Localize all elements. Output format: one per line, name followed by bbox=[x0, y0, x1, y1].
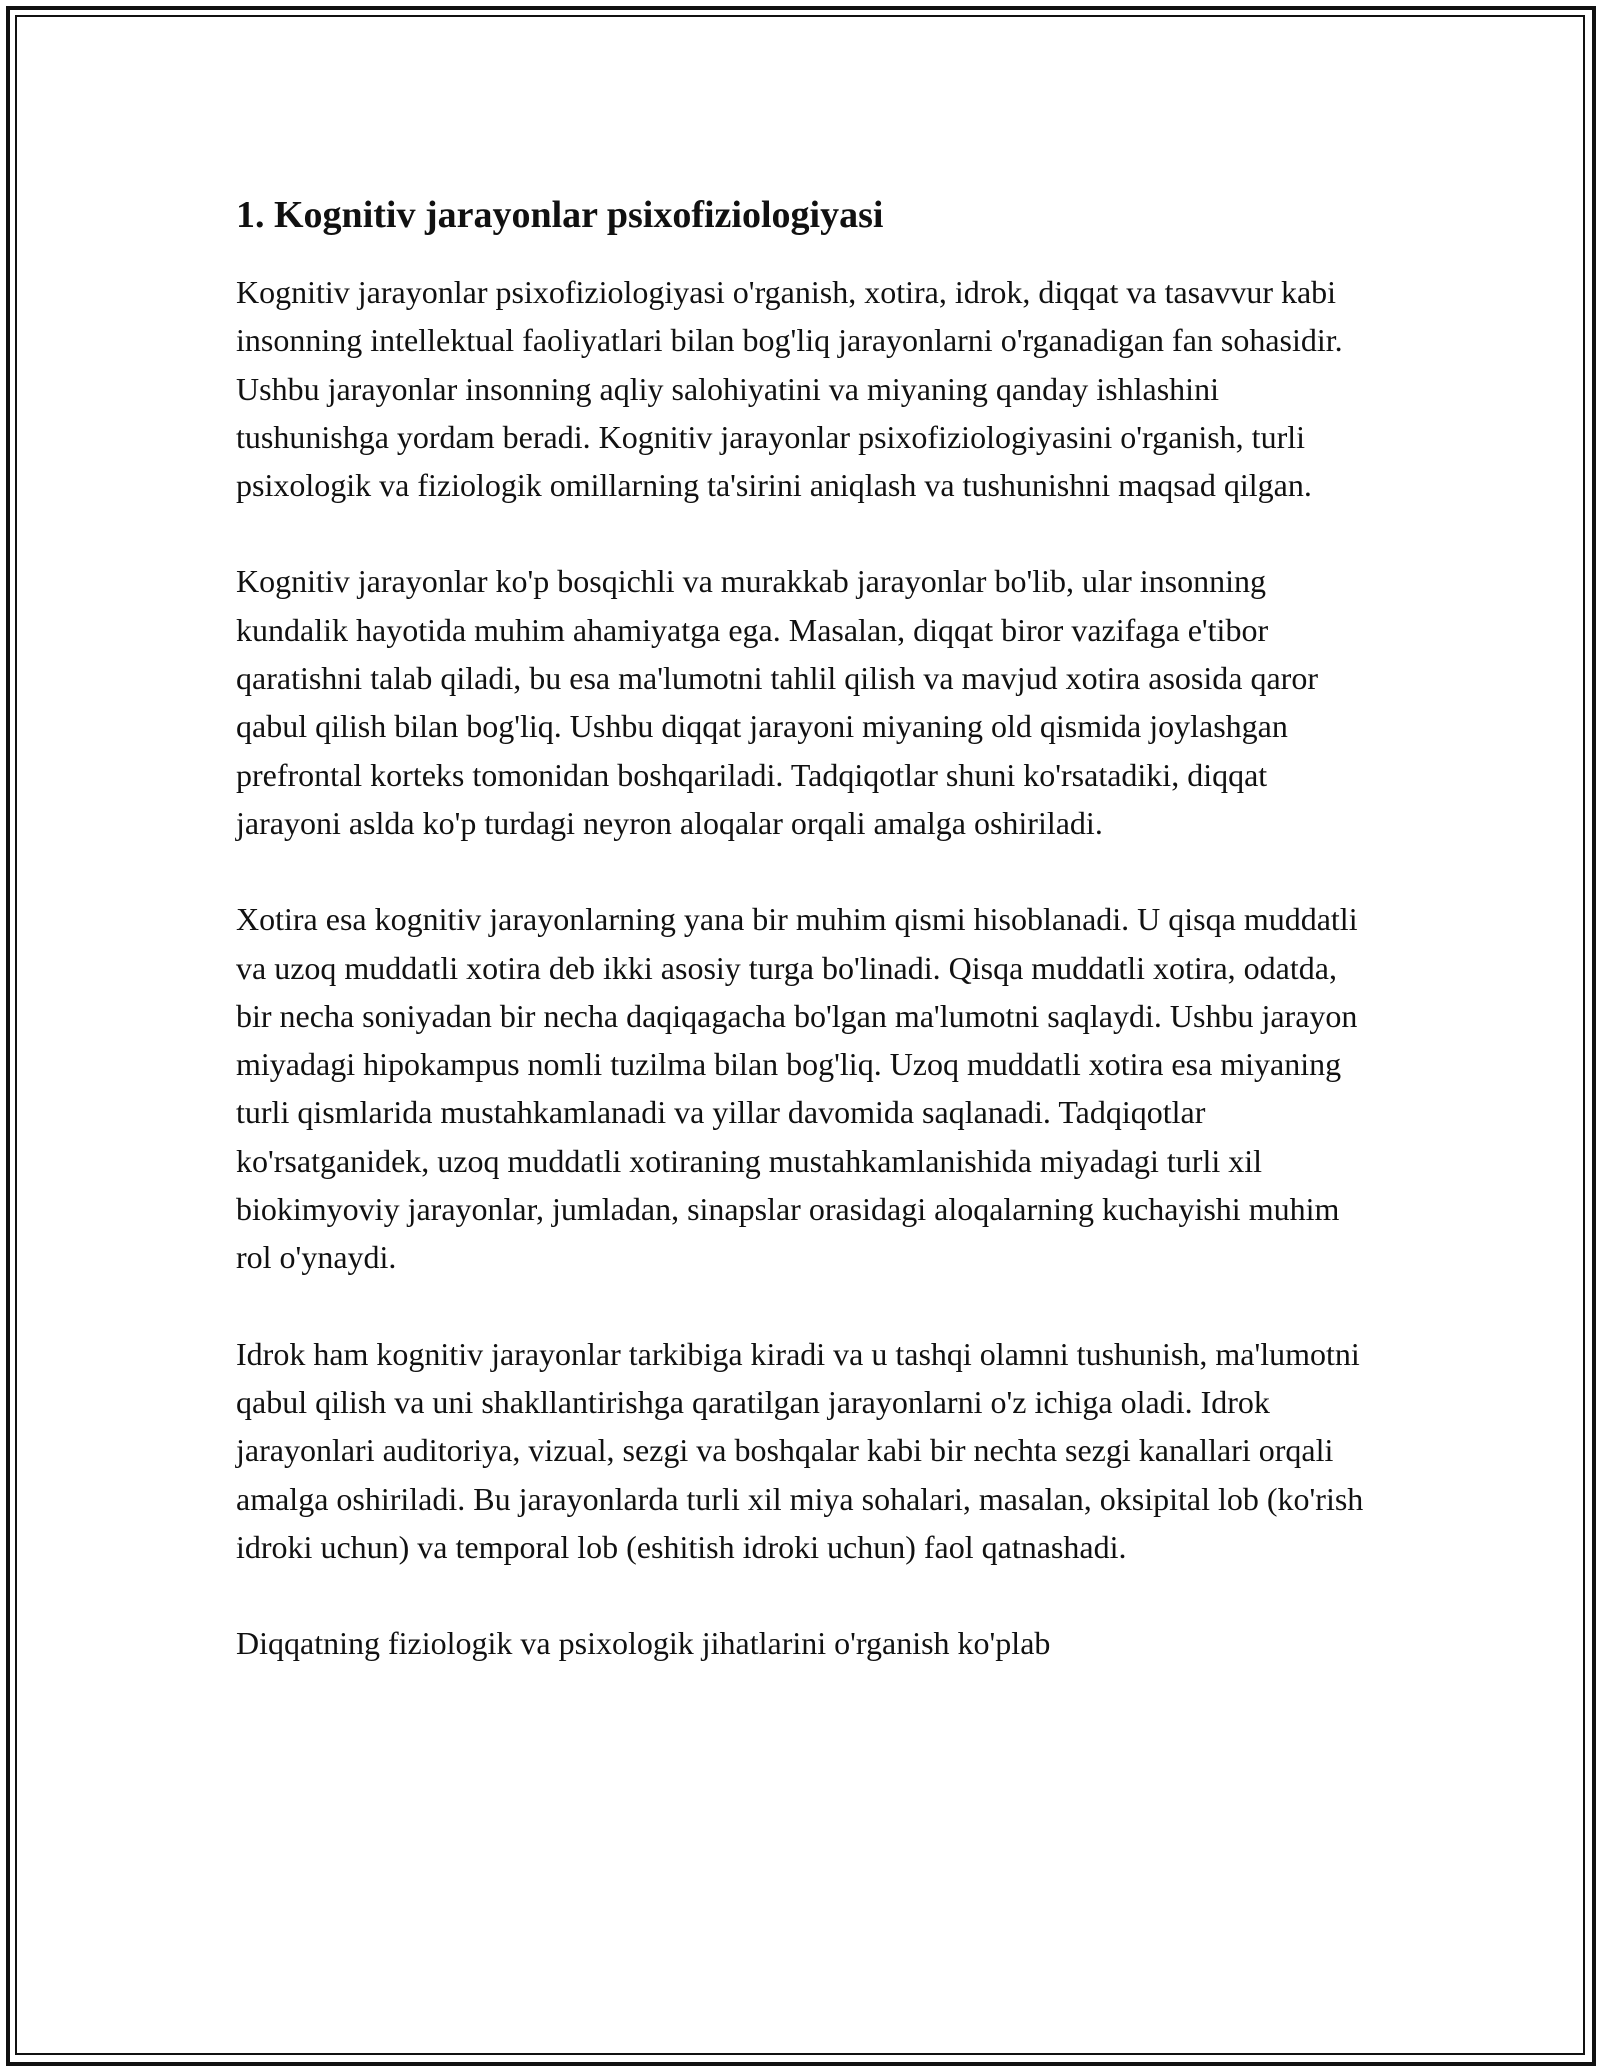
page-title: 1. Kognitiv jarayonlar psixofiziologiyasi bbox=[236, 194, 884, 236]
document-body bbox=[236, 187, 1376, 1667]
paragraph-2: Kognitiv jarayonlar ko'p bosqichli va murakkab jarayonlar bo'lib, ular insonning kundalik hayotida muhim ahamiyatga ega. Masalan, diqqat biror vazifaga e'tibor qaratishni talab qiladi, bu esa ma'lumotni tahlil qilish va mavjud xotira asosida qaror qabul qilish bilan bog'liq. Ushbu diqqat jarayoni miyaning old qismida joylashgan prefrontal korteks tomonidan boshqariladi. Tadqiqotlar shuni ko'rsatadiki, diqqat jarayoni aslda ko'p turdagi neyron aloqalar orqali amalga oshiriladi. bbox=[236, 563, 1318, 841]
paragraph-1: Kognitiv jarayonlar psixofiziologiyasi o'rganish, xotira, idrok, diqqat va tasavvur kabi insonning intellektual faoliyatlari bilan bog'liq jarayonlarni o'rganadigan fan sohasidir. Ushbu jarayonlar insonning aqliy salohiyatini va miyaning qanday ishlashini tushunishga yordam beradi. Kognitiv jarayonlar psixofiziologiyasini o'rganish, turli psixologik va fiziologik omillarning ta'sirini aniqlash va tushunishni maqsad qilgan. bbox=[236, 274, 1343, 504]
paragraph-3: Xotira esa kognitiv jarayonlarning yana bir muhim qismi hisoblanadi. U qisqa muddatli va uzoq muddatli xotira deb ikki asosiy turga bo'linadi. Qisqa muddatli xotira, odatda, bir necha soniyadan bir necha daqiqagacha bo'lgan ma'lumotni saqlaydi. Ushbu jarayon miyadagi hipokampus nomli tuzilma bilan bog'liq. Uzoq muddatli xotira esa miyaning turli qismlarida mustahkamlanadi va yillar davomida saqlanadi. Tadqiqotlar ko'rsatganidek, uzoq muddatli xotiraning mustahkamlanishida miyadagi turli xil biokimyoviy jarayonlar, jumladan, sinapslar orasidagi aloqalarning kuchayishi muhim rol o'ynaydi. bbox=[236, 901, 1358, 1276]
paragraph-5: Diqqatning fiziologik va psixologik jihatlarini o'rganish ko'plab bbox=[236, 1625, 1051, 1662]
paragraph-4: Idrok ham kognitiv jarayonlar tarkibiga kiradi va u tashqi olamni tushunish, ma'lumotni qabul qilish va uni shakllantirishga qaratilgan jarayonlarni o'z ichiga oladi. Idrok jarayonlari auditoriya, vizual, sezgi va boshqalar kabi bir nechta sezgi kanallari orqali amalga oshiriladi. Bu jarayonlarda turli xil miya sohalari, masalan, oksipital lob (ko'rish idroki uchun) va temporal lob (eshitish idroki uchun) faol qatnashadi. bbox=[236, 1335, 1364, 1565]
